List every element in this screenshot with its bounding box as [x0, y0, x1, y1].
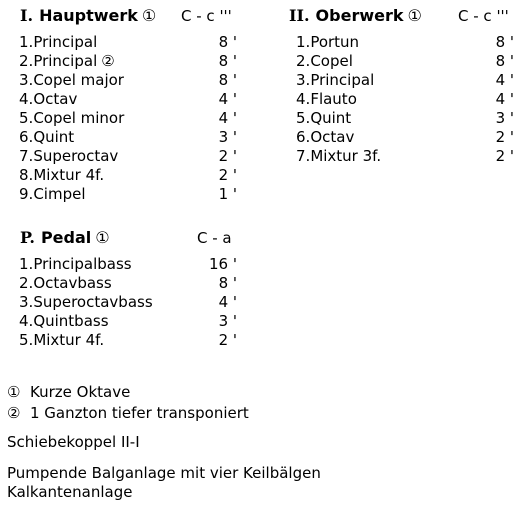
- oberwerk-heading: [289, 6, 422, 25]
- pedal-heading: [20, 228, 110, 247]
- wind-supply-line-2: Kalkantenanlage: [7, 483, 133, 501]
- stop-pitch: 3 ': [495, 109, 514, 127]
- stop-row: [19, 312, 237, 331]
- hauptwerk-heading: [20, 6, 156, 25]
- stop-number: 3.: [19, 293, 34, 311]
- stop-pitch: 3 ': [218, 128, 237, 146]
- stop-number: 1.: [19, 255, 34, 273]
- oberwerk-name: Oberwerk: [315, 6, 404, 25]
- stop-pitch: 16 ': [209, 255, 237, 273]
- hauptwerk-footnote-mark: ①: [141, 6, 157, 25]
- oberwerk-footnote-mark: ①: [407, 6, 422, 25]
- stop-row: [296, 128, 514, 147]
- hauptwerk-roman: I.: [20, 6, 34, 25]
- stop-pitch: 2 ': [218, 147, 237, 165]
- stop-name: Octavbass: [33, 274, 112, 292]
- stop-row: [19, 293, 237, 312]
- stop-pitch: 1 ': [218, 185, 237, 203]
- stop-name: Quint: [33, 128, 75, 146]
- oberwerk-stop-list: [296, 33, 514, 166]
- stop-row: [296, 33, 514, 52]
- stop-row: [296, 71, 514, 90]
- stop-row: [19, 128, 237, 147]
- hauptwerk-name: Hauptwerk: [39, 6, 138, 25]
- hauptwerk-stop-list: [19, 33, 237, 204]
- stop-number: 8.: [19, 166, 34, 184]
- stop-row: [19, 33, 237, 52]
- stop-number: 3.: [296, 71, 311, 89]
- footnote-transponiert: [7, 404, 249, 423]
- stop-pitch: 8 ': [218, 274, 237, 292]
- stop-row: [296, 90, 514, 109]
- stop-footnote-mark: ②: [101, 52, 115, 70]
- pedal-name: Pedal: [40, 228, 92, 247]
- oberwerk-range: C - c ''': [458, 7, 509, 25]
- stop-row: [19, 274, 237, 293]
- coupler-note: Schiebekoppel II-I: [7, 433, 140, 451]
- stop-name: Principalbass: [33, 255, 132, 273]
- stop-number: 2.: [19, 52, 34, 70]
- stop-name: Principal: [33, 33, 98, 51]
- stop-name: Quint: [310, 109, 352, 127]
- stop-row: [19, 90, 237, 109]
- stop-number: 4.: [19, 312, 34, 330]
- stop-number: 3.: [19, 71, 34, 89]
- stop-pitch: 2 ': [218, 331, 237, 349]
- stop-name: Quintbass: [33, 312, 109, 330]
- stop-row: [296, 109, 514, 128]
- stop-number: 2.: [296, 52, 311, 70]
- stop-pitch: 4 ': [218, 293, 237, 311]
- stop-pitch: 4 ': [495, 90, 514, 108]
- stop-name: Superoctav: [33, 147, 119, 165]
- footnote-kurze-oktave: [7, 383, 130, 402]
- stop-row: [296, 52, 514, 71]
- stop-name: Cimpel: [33, 185, 86, 203]
- stop-name: Mixtur 3f.: [310, 147, 382, 165]
- stop-name: Principal: [310, 71, 375, 89]
- wind-supply-line-1: Pumpende Balganlage mit vier Keilbälgen: [7, 464, 321, 482]
- hauptwerk-range: C - c ''': [181, 7, 232, 25]
- stop-row: [19, 147, 237, 166]
- stop-pitch: 4 ': [495, 71, 514, 89]
- stop-pitch: 3 ': [218, 312, 237, 330]
- footnote-mark: ②: [7, 404, 21, 422]
- stop-number: 6.: [296, 128, 311, 146]
- stop-row: [19, 185, 237, 204]
- stop-number: 5.: [19, 109, 34, 127]
- stop-number: 2.: [19, 274, 34, 292]
- stop-row: [19, 109, 237, 128]
- stop-pitch: 2 ': [218, 166, 237, 184]
- stop-name: Mixtur 4f.: [33, 166, 105, 184]
- stop-number: 5.: [19, 331, 34, 349]
- stop-pitch: 8 ': [495, 33, 514, 51]
- stop-row: [19, 71, 237, 90]
- oberwerk-roman: II.: [289, 6, 310, 25]
- stop-pitch: 8 ': [218, 71, 237, 89]
- pedal-footnote-mark: ①: [95, 228, 110, 247]
- stop-name: Octav: [310, 128, 355, 146]
- stop-number: 5.: [296, 109, 311, 127]
- stop-number: 7.: [19, 147, 34, 165]
- pedal-range: C - a: [197, 229, 232, 247]
- footnote-text: Kurze Oktave: [30, 383, 131, 401]
- stop-row: [19, 331, 237, 350]
- footnote-mark: ①: [7, 383, 21, 401]
- stop-name: Octav: [33, 90, 78, 108]
- stop-number: 4.: [296, 90, 311, 108]
- footnote-text: 1 Ganzton tiefer transponiert: [30, 404, 249, 422]
- stop-name: Flauto: [310, 90, 357, 108]
- pedal-stop-list: [19, 255, 237, 350]
- stop-row: [19, 166, 237, 185]
- stop-name: Mixtur 4f.: [33, 331, 105, 349]
- stop-row: [19, 255, 237, 274]
- stop-pitch: 8 ': [495, 52, 514, 70]
- stop-pitch: 8 ': [218, 52, 237, 70]
- stop-pitch: 4 ': [218, 90, 237, 108]
- stop-row: [296, 147, 514, 166]
- stop-number: 4.: [19, 90, 34, 108]
- stop-row: [19, 52, 237, 71]
- stop-name: Portun: [310, 33, 360, 51]
- pedal-roman: P.: [20, 228, 35, 247]
- stop-number: 7.: [296, 147, 311, 165]
- stop-name: Principal: [33, 52, 98, 70]
- stop-number: 1.: [19, 33, 34, 51]
- stop-pitch: 4 ': [218, 109, 237, 127]
- stop-number: 1.: [296, 33, 311, 51]
- stop-name: Copel minor: [33, 109, 125, 127]
- stop-name: Superoctavbass: [33, 293, 153, 311]
- stop-pitch: 2 ': [495, 128, 514, 146]
- stop-number: 6.: [19, 128, 34, 146]
- stop-name: Copel major: [33, 71, 124, 89]
- stop-name: Copel: [310, 52, 353, 70]
- stop-number: 9.: [19, 185, 34, 203]
- stop-pitch: 8 ': [218, 33, 237, 51]
- stop-pitch: 2 ': [495, 147, 514, 165]
